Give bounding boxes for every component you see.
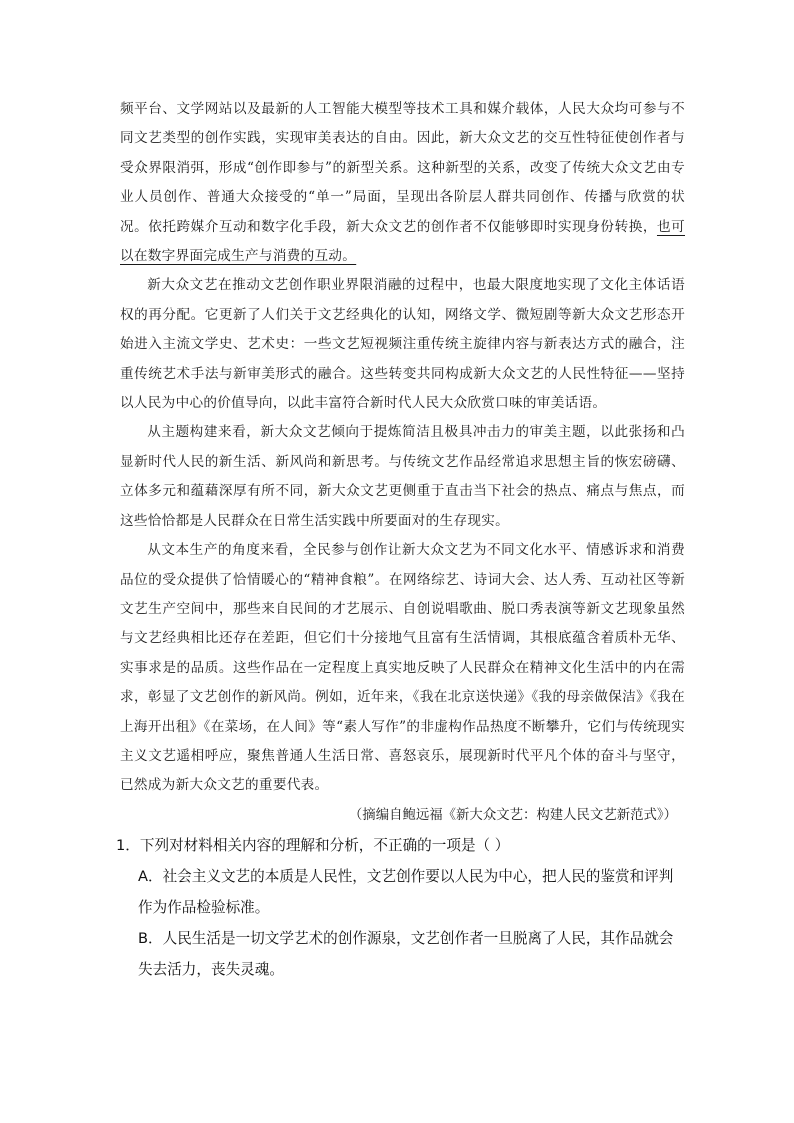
- passage-paragraph-1-text: 频平台、文学网站以及最新的人工智能大模型等技术工具和媒介载体，人民大众均可参与不同文艺类型的创作实践，实现审美表达的自由。因此，新大众文艺的交互性特征使创作者与受众界限消弭，形成“创作即参与”的新型关系。这种新型的关系，改变了传统大众文艺由专业人员创作、普通大众接受的“单一”局面，呈现出各阶层人群共同创作、传播与欣赏的状况。依托跨媒介互动和数字化手段，新大众文艺的创作者不仅能够即时实现身份转换，: [120, 101, 685, 235]
- passage-paragraph-2: 新大众文艺在推动文艺创作职业界限消融的过程中，也最大限度地实现了文化主体话语权的再分配。它更新了人们关于文艺经典化的认知，网络文学、微短剧等新大众文艺形态开始进入主流文学史、艺术史：一些文艺短视频注重传统主旋律内容与新表达方式的融合，注重传统艺术手法与新审美形式的融合。这些转变共同构成新大众文艺的人民性特征——坚持以人民为中心的价值导向，以此丰富符合新时代人民大众欣赏口味的审美话语。: [120, 277, 685, 412]
- passage-paragraph-4: 从文本生产的角度来看，全民参与创作让新大众文艺为不同文化水平、情感诉求和消费品位的受众提供了恰情暖心的“精神食粮”。在网络综艺、诗词大会、达人秀、互动社区等新文艺生产空间中，那些来自民间的才艺展示、自创说唱歌曲、脱口秀表演等新文艺现象虽然与文艺经典相比还存在差距，但它们十分接地气且富有生活情调，其根底蕴含着质朴无华、实事求是的品质。这些作品在一定程度上真实地反映了人民群众在精神文化生活中的内在需求，彰显了文艺创作的新风尚。例如，近年来，《我在北京送快递》《我的母亲做保洁》《我在上海开出租》《在菜场，在人间》等“素人写作”的非虚构作品热度不断攀升，它们与传统现实主义文艺遥相呼应，聚焦普通人生活日常、喜怒哀乐，展现新时代平凡个体的奋斗与坚守，已然成为新大众文艺的重要代表。: [120, 542, 685, 794]
- passage-paragraph-1: [120, 95, 685, 271]
- underlined-sentence: 也可以在数字界面完成生产与消费的互动。: [120, 218, 685, 265]
- question-title: 1．下列对材料相关内容的理解和分析，不正确的一项是（ ）: [116, 837, 510, 855]
- document-content: [116, 95, 685, 985]
- source-citation: （摘编自鲍远福《新大众文艺：构建人民文艺新范式》）: [348, 807, 677, 823]
- option-b: B．人民生活是一切文学艺术的创作源泉，文艺创作者一旦脱离了人民，其作品就会失去活力，丧失灵魂。: [138, 930, 674, 979]
- option-a: A．社会主义文艺的本质是人民性，文艺创作要以人民为中心，把人民的鉴赏和评判作为作品检验标准。: [138, 868, 674, 917]
- passage-paragraph-3: 从主题构建来看，新大众文艺倾向于提炼简洁且极具冲击力的审美主题，以此张扬和凸显新时代人民的新生活、新风尚和新思考。与传统文艺作品经常追求思想主旨的恢宏磅礴、立体多元和蕴藉深厚有所不同，新大众文艺更侧重于直击当下社会的热点、痛点与焦点，而这些恰恰都是人民群众在日常生活实践中所要面对的生存现实。: [120, 424, 685, 529]
